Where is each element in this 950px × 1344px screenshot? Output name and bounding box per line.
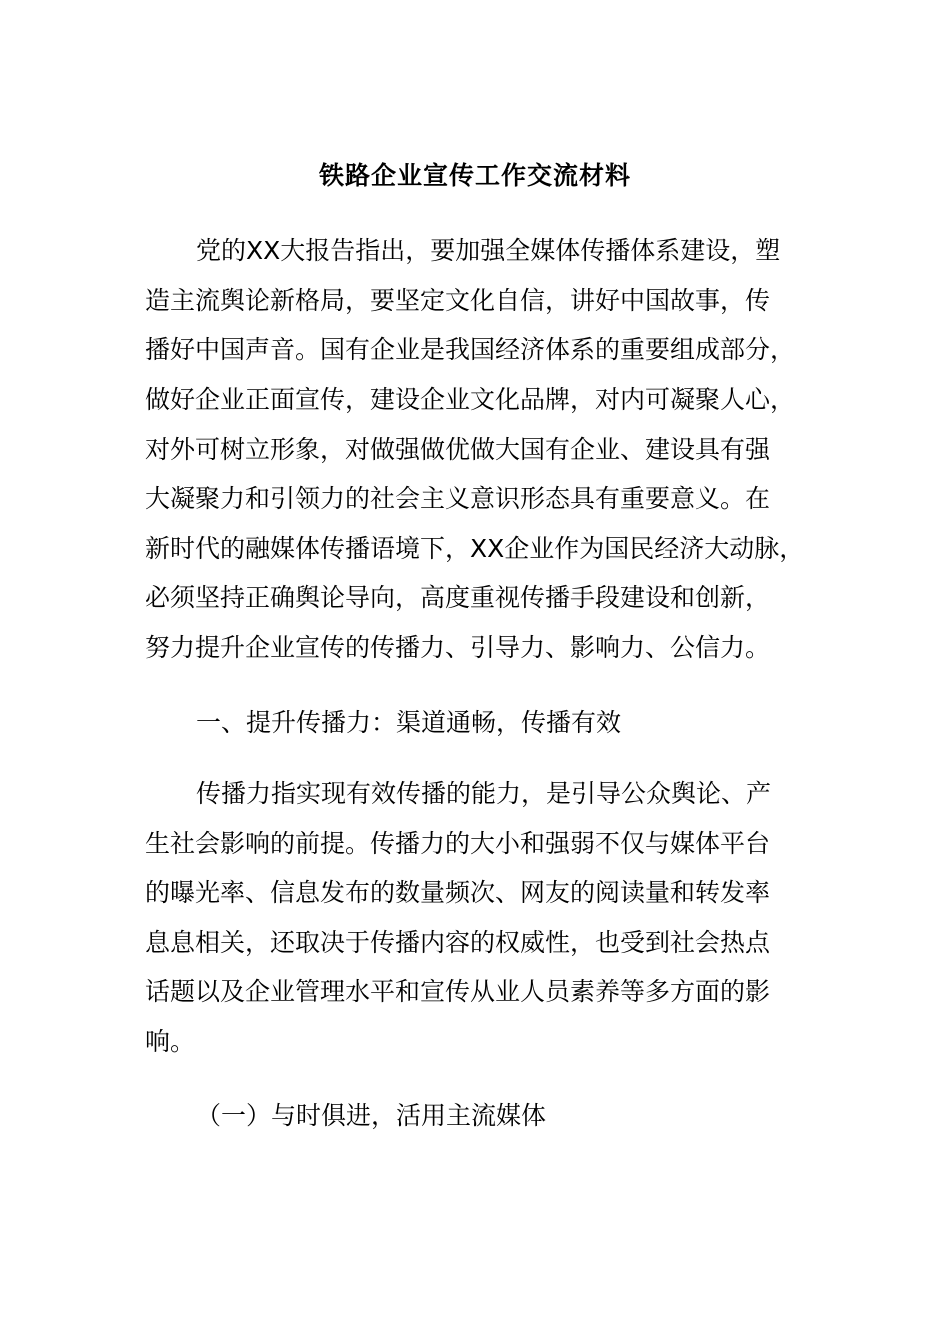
paragraph-1-line-8: 必须坚持正确舆论导向，高度重视传播手段建设和创新， (145, 583, 771, 612)
paragraph-1-line-6: 大凝聚力和引领力的社会主义意识形态具有重要意义。在 (145, 484, 771, 513)
paragraph-1-line-2: 造主流舆论新格局，要坚定文化自信，讲好中国故事，传 (145, 286, 771, 315)
document-title: 铁路企业宣传工作交流材料 (318, 161, 631, 190)
paragraph-2-line-4: 息息相关，还取决于传播内容的权威性，也受到社会热点 (145, 928, 771, 957)
paragraph-1-line-7: 新时代的融媒体传播语境下，XX企业作为国民经济大动脉， (145, 534, 805, 563)
paragraph-2-line-2: 生社会影响的前提。传播力的大小和强弱不仅与媒体平台 (145, 829, 771, 858)
paragraph-2-line-3: 的曝光率、信息发布的数量频次、网友的阅读量和转发率 (145, 878, 771, 907)
subsection-heading-1: （一）与时俱进，活用主流媒体 (196, 1101, 547, 1130)
section-heading-1: 一、提升传播力：渠道通畅，传播有效 (196, 708, 622, 737)
paragraph-1-line-3: 播好中国声音。国有企业是我国经济体系的重要组成部分， (145, 335, 796, 364)
paragraph-1-line-1: 党的XX大报告指出，要加强全媒体传播体系建设，塑 (196, 236, 781, 265)
paragraph-2-line-5: 话题以及企业管理水平和宣传从业人员素养等多方面的影 (145, 977, 771, 1006)
paragraph-2-line-6: 响。 (145, 1027, 196, 1056)
paragraph-1-line-4: 做好企业正面宣传，建设企业文化品牌，对内可凝聚人心， (145, 385, 796, 414)
paragraph-1-line-5: 对外可树立形象，对做强做优做大国有企业、建设具有强 (145, 435, 771, 464)
paragraph-1-line-9: 努力提升企业宣传的传播力、引导力、影响力、公信力。 (145, 633, 771, 662)
paragraph-2-line-1: 传播力指实现有效传播的能力，是引导公众舆论、产 (196, 779, 772, 808)
